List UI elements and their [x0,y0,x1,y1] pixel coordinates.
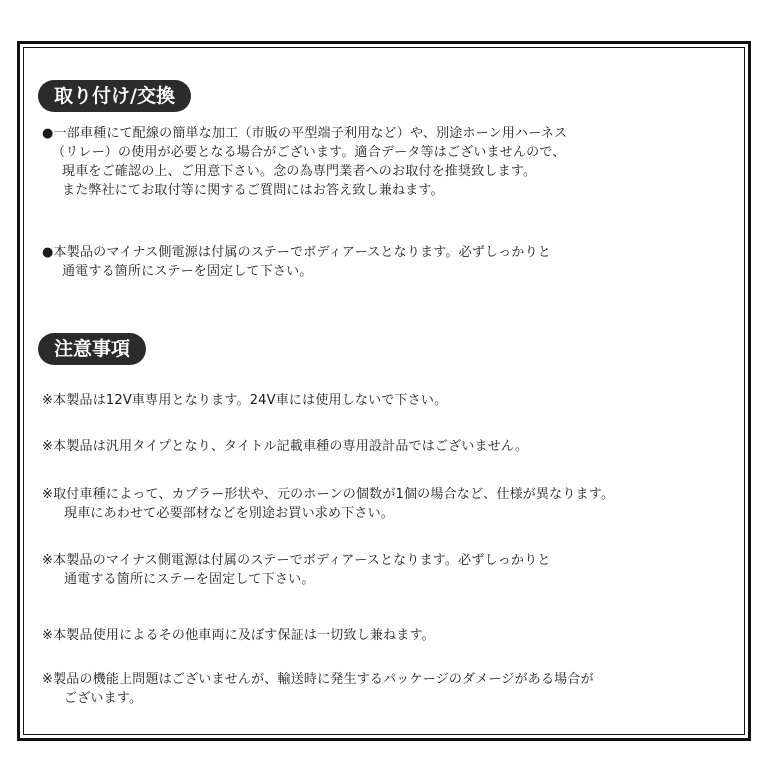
caution-note-4 [42,551,551,589]
install-bullet-1-line-1: ●一部車種にて配線の簡単な加工（市販の平型端子利用など）や、別途ホーン用ハーネス [42,126,568,141]
install-bullet-1-line-2: （リレー）の使用が必要となる場合がございます。適合データ等はございませんので、 [52,145,566,160]
caution-note-3 [42,485,614,523]
caution-note-1-line-1: ※本製品は12V車専用となります。24V車には使用しないで下さい。 [42,393,448,408]
caution-note-5-line-1: ※本製品使用によるその他車両に及ぼす保証は一切致し兼ねます。 [42,628,435,643]
caution-note-3-line-1: ※取付車種によって、カプラー形状や、元のホーンの個数が1個の場合など、仕様が異なります。 [42,487,615,502]
install-bullet-2 [42,243,551,281]
install-bullet-2-line-1: ●本製品のマイナス側電源は付属のステーでボディアースとなります。必ずしっかりと [42,245,551,260]
caution-note-5 [42,626,435,645]
caution-note-6-line-2: ございます。 [64,691,143,706]
caution-heading-text: 注意事項 [54,338,131,360]
caution-note-2 [42,437,528,456]
install-bullet-1-line-3: 現車をご確認の上、ご用意下さい。念の為専門業者へのお取付を推奨致します。 [62,164,537,179]
install-heading [38,80,191,112]
install-bullet-1 [42,124,567,200]
install-heading-text: 取り付け/交換 [54,85,175,107]
caution-note-3-line-2: 現車にあわせて必要部材などを別途お買い求め下さい。 [64,506,395,521]
install-bullet-2-line-2: 通電する箇所にステーを固定して下さい。 [62,264,313,279]
caution-note-2-line-1: ※本製品は汎用タイプとなり、タイトル記載車種の専用設計品ではございません。 [42,439,529,454]
caution-note-6 [42,670,594,708]
caution-heading [38,333,146,365]
caution-note-4-line-2: 通電する箇所にステーを固定して下さい。 [64,572,315,587]
caution-note-6-line-1: ※製品の機能上問題はございませんが、輸送時に発生するパッケージのダメージがある場合が [42,672,594,687]
install-bullet-1-line-4: また弊社にてお取付等に関するご質問にはお答え致し兼ねます。 [62,183,444,198]
caution-note-4-line-1: ※本製品のマイナス側電源は付属のステーでボディアースとなります。必ずしっかりと [42,553,551,568]
caution-note-1 [42,391,447,410]
